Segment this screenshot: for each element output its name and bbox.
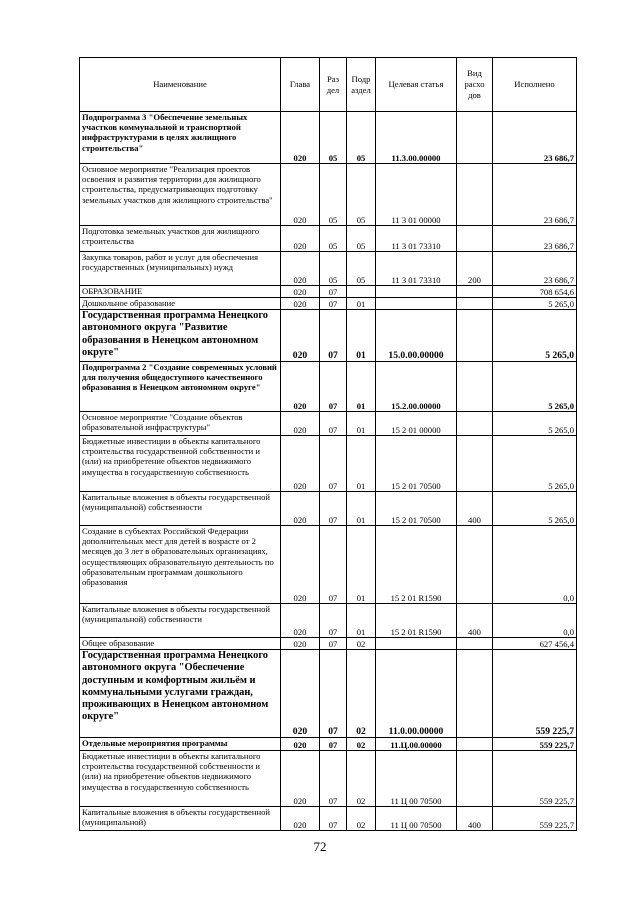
row-subsection: 01 bbox=[347, 604, 376, 638]
row-subsection: 01 bbox=[347, 492, 376, 526]
row-target bbox=[376, 286, 457, 298]
row-amount: 23 686,7 bbox=[493, 226, 577, 252]
row-amount: 627 456,4 bbox=[493, 638, 577, 650]
table-row bbox=[80, 751, 577, 807]
row-amount: 5 265,0 bbox=[493, 436, 577, 492]
row-amount: 23 686,7 bbox=[493, 112, 577, 164]
row-chapter: 020 bbox=[281, 164, 320, 226]
row-target: 11 Ц 00 70500 bbox=[376, 751, 457, 807]
row-section: 07 bbox=[320, 638, 347, 650]
row-expense-type: 400 bbox=[457, 492, 493, 526]
table-row bbox=[80, 492, 577, 526]
row-subsection: 02 bbox=[347, 650, 376, 738]
row-amount: 23 686,7 bbox=[493, 252, 577, 286]
row-target: 15 2 01 R1590 bbox=[376, 526, 457, 604]
row-section: 05 bbox=[320, 164, 347, 226]
row-subsection: 01 bbox=[347, 412, 376, 436]
row-name: Подпрограмма 2 "Создание современных условий для получения общедоступного качественного образования в Ненецком автономном округе" bbox=[80, 362, 281, 412]
row-amount: 0,0 bbox=[493, 526, 577, 604]
row-chapter: 020 bbox=[281, 298, 320, 310]
row-subsection: 01 bbox=[347, 310, 376, 362]
row-name: Отдельные мероприятия программы bbox=[80, 738, 281, 751]
row-chapter: 020 bbox=[281, 492, 320, 526]
row-chapter: 020 bbox=[281, 807, 320, 831]
row-target: 15 2 01 70500 bbox=[376, 436, 457, 492]
table-row bbox=[80, 604, 577, 638]
row-target: 11 Ц 00 70500 bbox=[376, 807, 457, 831]
row-expense-type bbox=[457, 751, 493, 807]
table-row bbox=[80, 807, 577, 831]
row-expense-type bbox=[457, 112, 493, 164]
row-amount: 559 225,7 bbox=[493, 751, 577, 807]
row-chapter: 020 bbox=[281, 252, 320, 286]
row-section: 05 bbox=[320, 252, 347, 286]
table-row bbox=[80, 164, 577, 226]
header-subsection: Подр аздел bbox=[347, 58, 376, 112]
table-row bbox=[80, 310, 577, 362]
header-section: Раз дел bbox=[320, 58, 347, 112]
row-section: 07 bbox=[320, 526, 347, 604]
row-target: 11.3.00.00000 bbox=[376, 112, 457, 164]
row-expense-type bbox=[457, 164, 493, 226]
row-section: 07 bbox=[320, 807, 347, 831]
header-expense-type: Вид расхо дов bbox=[457, 58, 493, 112]
row-expense-type bbox=[457, 738, 493, 751]
table-row bbox=[80, 298, 577, 310]
row-section: 07 bbox=[320, 412, 347, 436]
row-section: 07 bbox=[320, 751, 347, 807]
row-section: 07 bbox=[320, 436, 347, 492]
row-name: Капитальные вложения в объекты государственной (муниципальной) собственности bbox=[80, 492, 281, 526]
row-section: 07 bbox=[320, 362, 347, 412]
table-row bbox=[80, 112, 577, 164]
row-subsection: 01 bbox=[347, 526, 376, 604]
row-section: 07 bbox=[320, 492, 347, 526]
row-amount: 5 265,0 bbox=[493, 310, 577, 362]
row-amount: 5 265,0 bbox=[493, 492, 577, 526]
row-chapter: 020 bbox=[281, 526, 320, 604]
row-target bbox=[376, 638, 457, 650]
row-amount: 5 265,0 bbox=[493, 412, 577, 436]
row-subsection: 02 bbox=[347, 807, 376, 831]
row-name: ОБРАЗОВАНИЕ bbox=[80, 286, 281, 298]
row-name: Капитальные вложения в объекты государственной (муниципальной) собственности bbox=[80, 604, 281, 638]
row-amount: 23 686,7 bbox=[493, 164, 577, 226]
table-row bbox=[80, 436, 577, 492]
table-row bbox=[80, 638, 577, 650]
table-row bbox=[80, 226, 577, 252]
table-row bbox=[80, 526, 577, 604]
row-target: 11 3 01 73310 bbox=[376, 252, 457, 286]
row-section: 07 bbox=[320, 604, 347, 638]
row-expense-type bbox=[457, 362, 493, 412]
header-name: Наименование bbox=[80, 58, 281, 112]
row-target: 15.0.00.00000 bbox=[376, 310, 457, 362]
row-chapter: 020 bbox=[281, 738, 320, 751]
header-chapter: Глава bbox=[281, 58, 320, 112]
row-expense-type bbox=[457, 286, 493, 298]
row-name: Основное мероприятие "Реализация проектов освоения и развития территории для жилищного строительства, предусматривающих подготовку земельных участков для жилищного строительства" bbox=[80, 164, 281, 226]
row-subsection: 05 bbox=[347, 252, 376, 286]
row-chapter: 020 bbox=[281, 604, 320, 638]
row-chapter: 020 bbox=[281, 362, 320, 412]
row-expense-type bbox=[457, 298, 493, 310]
row-target bbox=[376, 298, 457, 310]
row-expense-type bbox=[457, 412, 493, 436]
header-target: Целевая статья bbox=[376, 58, 457, 112]
row-amount: 559 225,7 bbox=[493, 807, 577, 831]
row-name: Подготовка земельных участков для жилищного строительства bbox=[80, 226, 281, 252]
row-expense-type bbox=[457, 310, 493, 362]
row-target: 11 3 01 00000 bbox=[376, 164, 457, 226]
row-subsection: 01 bbox=[347, 436, 376, 492]
row-expense-type bbox=[457, 526, 493, 604]
table-row bbox=[80, 650, 577, 738]
header-row bbox=[80, 58, 577, 112]
row-section: 07 bbox=[320, 738, 347, 751]
row-subsection: 05 bbox=[347, 112, 376, 164]
row-subsection: 05 bbox=[347, 226, 376, 252]
row-chapter: 020 bbox=[281, 436, 320, 492]
row-name: Подпрограмма 3 "Обеспечение земельных участков коммунальной и транспортной инфраструктурами в целях жилищного строительства" bbox=[80, 112, 281, 164]
row-chapter: 020 bbox=[281, 751, 320, 807]
budget-table bbox=[79, 57, 577, 831]
row-expense-type bbox=[457, 436, 493, 492]
row-amount: 5 265,0 bbox=[493, 298, 577, 310]
row-section: 07 bbox=[320, 650, 347, 738]
row-target: 11.0.00.00000 bbox=[376, 650, 457, 738]
row-section: 05 bbox=[320, 112, 347, 164]
row-subsection: 05 bbox=[347, 164, 376, 226]
row-target: 15.2.00.00000 bbox=[376, 362, 457, 412]
row-chapter: 020 bbox=[281, 638, 320, 650]
row-name: Общее образование bbox=[80, 638, 281, 650]
row-name: Капитальные вложения в объекты государственной (муниципальной) bbox=[80, 807, 281, 831]
row-target: 15 2 01 R1590 bbox=[376, 604, 457, 638]
row-name: Основное мероприятие "Создание объектов образовательной инфраструктуры" bbox=[80, 412, 281, 436]
row-target: 11 3 01 73310 bbox=[376, 226, 457, 252]
row-expense-type bbox=[457, 638, 493, 650]
row-expense-type: 200 bbox=[457, 252, 493, 286]
row-target: 11.Ц.00.00000 bbox=[376, 738, 457, 751]
row-name: Закупка товаров, работ и услуг для обеспечения государственных (муниципальных) нужд bbox=[80, 252, 281, 286]
row-expense-type bbox=[457, 650, 493, 738]
row-subsection: 01 bbox=[347, 298, 376, 310]
row-amount: 708 654,6 bbox=[493, 286, 577, 298]
row-target: 15 2 01 70500 bbox=[376, 492, 457, 526]
row-name: Государственная программа Ненецкого автономного округа "Обеспечение доступным и комфортным жильём и коммунальными услугами граждан, проживающих в Ненецком автономном округе" bbox=[80, 650, 281, 738]
row-chapter: 020 bbox=[281, 650, 320, 738]
table-row bbox=[80, 252, 577, 286]
header-executed: Исполнено bbox=[493, 58, 577, 112]
row-chapter: 020 bbox=[281, 286, 320, 298]
row-amount: 5 265,0 bbox=[493, 362, 577, 412]
row-section: 05 bbox=[320, 226, 347, 252]
row-amount: 559 225,7 bbox=[493, 738, 577, 751]
row-name: Дошкольное образование bbox=[80, 298, 281, 310]
row-section: 07 bbox=[320, 310, 347, 362]
row-chapter: 020 bbox=[281, 226, 320, 252]
row-name: Бюджетные инвестиции в объекты капитального строительства государственной собственности и (или) на приобретение объектов недвижимого имущества в государственную собственность bbox=[80, 436, 281, 492]
row-subsection: 02 bbox=[347, 738, 376, 751]
row-section: 07 bbox=[320, 298, 347, 310]
row-expense-type: 400 bbox=[457, 604, 493, 638]
row-amount: 0,0 bbox=[493, 604, 577, 638]
row-target: 15 2 01 00000 bbox=[376, 412, 457, 436]
budget-table-page bbox=[79, 57, 576, 831]
row-chapter: 020 bbox=[281, 112, 320, 164]
table-row bbox=[80, 412, 577, 436]
table-row bbox=[80, 362, 577, 412]
row-expense-type bbox=[457, 226, 493, 252]
row-subsection bbox=[347, 286, 376, 298]
row-name: Бюджетные инвестиции в объекты капитального строительства государственной собственности и (или) на приобретение объектов недвижимого имущества в государственную собственность bbox=[80, 751, 281, 807]
table-row bbox=[80, 286, 577, 298]
row-subsection: 02 bbox=[347, 751, 376, 807]
table-row bbox=[80, 738, 577, 751]
row-section: 07 bbox=[320, 286, 347, 298]
row-name: Государственная программа Ненецкого автономного округа "Развитие образования в Ненецком автономном округе" bbox=[80, 310, 281, 362]
row-chapter: 020 bbox=[281, 412, 320, 436]
row-amount: 559 225,7 bbox=[493, 650, 577, 738]
row-subsection: 01 bbox=[347, 362, 376, 412]
page-number: 72 bbox=[313, 839, 327, 854]
row-chapter: 020 bbox=[281, 310, 320, 362]
row-expense-type: 400 bbox=[457, 807, 493, 831]
row-subsection: 02 bbox=[347, 638, 376, 650]
row-name: Создание в субъектах Российской Федерации дополнительных мест для детей в возрасте от 2 месяцев до 3 лет в образовательных организациях, осуществляющих образовательную деятельность по образовательным программам дошкольного образования bbox=[80, 526, 281, 604]
